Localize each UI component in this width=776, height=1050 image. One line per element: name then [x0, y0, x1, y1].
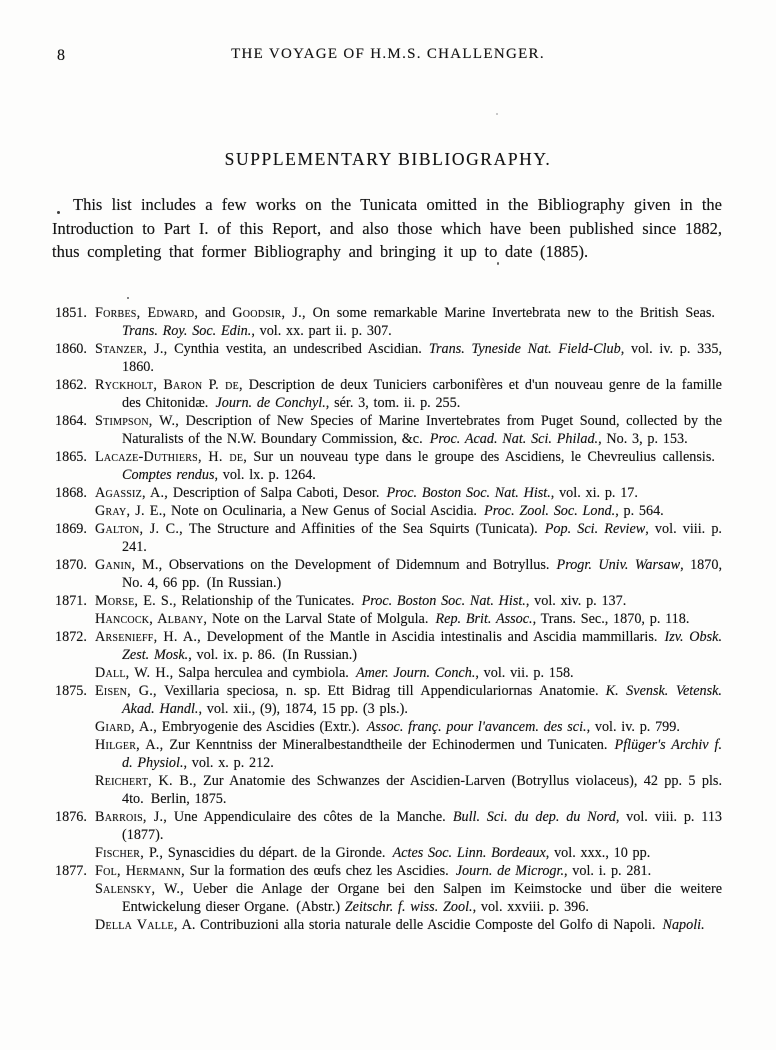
entry-author: Arsenieff, H. A.,: [95, 629, 201, 645]
entry-text: Salpa herculea and cymbiola.: [173, 665, 356, 681]
ink-speck: [497, 262, 499, 265]
entry-text: The Structure and Affinities of the Sea Squirts (Tunicata).: [182, 521, 545, 537]
entry-source: Izv. Obsk. Zest. Mosk.: [122, 629, 722, 663]
bibliography-entry: [55, 862, 722, 880]
page-header: [0, 46, 776, 66]
entry-author: Hilger, A.,: [95, 737, 164, 753]
bibliography-entry: [55, 304, 722, 340]
entry-text: , vol. iv. p. 335, 1860.: [122, 341, 723, 375]
entry-author: Gray, J. E.,: [95, 503, 167, 519]
entry-source: Comptes rendus: [122, 467, 215, 483]
entry-text: , vol. lx. p. 1264.: [214, 467, 316, 483]
entry-text: and: [198, 305, 233, 321]
entry-author: Salensky, W.,: [95, 881, 184, 897]
entry-text: , vol. xi. p. 17.: [550, 485, 638, 501]
entry-text: , vol. xxviii. p. 396.: [472, 899, 589, 915]
entry-source: Journ. de Conchyl.: [215, 395, 326, 411]
entry-author: Lacaze-Duthiers, H. de,: [95, 449, 247, 465]
bibliography-entry: [55, 772, 722, 808]
entry-text: Synascidies du départ. de la Gironde.: [163, 845, 393, 861]
bibliography-entry: [55, 484, 722, 502]
entry-text: A. Contribuzioni alla storia naturale delle Ascidie Composte del Golfo di Napoli.: [177, 917, 663, 933]
bibliography-entry: [55, 520, 722, 556]
entry-text: On some remarkable Marine Invertebrata new to the British Seas.: [305, 305, 722, 321]
entry-text: , vol. viii. p. 241.: [122, 521, 722, 555]
bibliography-entry: [55, 610, 722, 628]
entry-author: Barrois, J.,: [95, 809, 168, 825]
bibliography-entry: [55, 448, 722, 484]
entry-text: Zur Kenntniss der Mineralbestandtheile der Echinodermen und Tunicaten.: [163, 737, 615, 753]
entry-text: Description de deux Tuniciers carbonifères et d'un nouveau genre de la famille des Chitonidæ.: [122, 377, 722, 411]
entry-year: 1868.: [55, 485, 87, 501]
entry-source: Proc. Acad. Nat. Sci. Philad.: [429, 431, 599, 447]
page-number: 8: [57, 47, 65, 64]
entry-text: , sér. 3, tom. ii. p. 255.: [325, 395, 461, 411]
entry-source: Bull. Sci. du dep. du Nord: [452, 809, 616, 825]
ink-speck: [496, 113, 498, 115]
entry-source: Napoli.: [662, 917, 705, 933]
bibliography-entry: [55, 844, 722, 862]
entry-year: 1870.: [55, 557, 87, 573]
intro-paragraph: This list includes a few works on the Tunicata omitted in the Bibliography given in the Introduction to Part I. of this Report, and also those which have been published since 1882, thus completing that former Bibliography and bringing it up to date (1885).: [52, 195, 722, 261]
entry-author: Hancock, Albany,: [95, 611, 208, 627]
entry-text: Description of Salpa Caboti, Desor.: [168, 485, 387, 501]
section-title: SUPPLEMENTARY BIBLIOGRAPHY.: [224, 149, 552, 169]
entry-text: Note on Oculinaria, a New Genus of Social Ascidia.: [166, 503, 485, 519]
entry-author: Fol, Hermann,: [95, 863, 185, 879]
entry-text: , vol. vii. p. 158.: [475, 665, 574, 681]
running-title: THE VOYAGE OF H.M.S. CHALLENGER.: [231, 46, 545, 62]
entry-text: Sur la formation des œufs chez les Ascidies.: [184, 863, 456, 879]
entry-year: 1875.: [55, 683, 87, 699]
entry-author: Galton, J. C.,: [95, 521, 183, 537]
bibliography-list: [55, 304, 722, 934]
bibliography-entry: [55, 628, 722, 664]
entry-author: Reichert, K. B.,: [95, 773, 197, 789]
entry-author: Stanzer, J.,: [95, 341, 168, 357]
bibliography-entry: [55, 340, 722, 376]
entry-text: Embryogenie des Ascidies (Extr.).: [157, 719, 367, 735]
entry-text: Cynthia vestita, an undescribed Ascidian.: [167, 341, 429, 357]
entry-author: Forbes, Edward,: [95, 305, 199, 321]
entry-text: Zur Anatomie des Schwanzes der Ascidien-Larven (Botryllus violaceus), 42 pp. 5 pls. 4to. Berlin, 1875.: [122, 773, 722, 807]
bibliography-entry: [55, 682, 722, 718]
entry-text: Note on the Larval State of Molgula.: [207, 611, 436, 627]
entry-source: Trans. Roy. Soc. Edin.: [122, 323, 252, 339]
entry-year: 1871.: [55, 593, 87, 609]
entry-author: Morse, E. S.,: [95, 593, 177, 609]
ink-speck: [127, 297, 129, 299]
entry-author: Dall, W. H.,: [95, 665, 174, 681]
entry-text: , Trans. Sec., 1870, p. 118.: [532, 611, 690, 627]
entry-source: Journ. de Microgr.: [455, 863, 564, 879]
entry-source: Proc. Zool. Soc. Lond.: [484, 503, 616, 519]
entry-year: 1869.: [55, 521, 87, 537]
entry-text: Une Appendiculaire des côtes de la Manche.: [167, 809, 453, 825]
entry-source: Pflüger's Archiv f. d. Physiol.: [122, 737, 722, 771]
entry-year: 1862.: [55, 377, 87, 393]
entry-year: 1851.: [55, 305, 87, 321]
entry-author: Goodsir, J.,: [232, 305, 306, 321]
entry-text: , vol. i. p. 281.: [564, 863, 652, 879]
entry-year: 1864.: [55, 413, 87, 429]
entry-year: 1877.: [55, 863, 87, 879]
entry-text: Ueber die Anlage der Organe bei den Salpen im Keimstocke und über die weitere Entwickelung dieser Organe. (Abstr.): [122, 881, 722, 915]
bibliography-entry: [55, 808, 722, 844]
entry-source: Proc. Boston Soc. Nat. Hist.: [361, 593, 526, 609]
entry-text: , vol. xx. part ii. p. 307.: [251, 323, 392, 339]
entry-year: 1876.: [55, 809, 87, 825]
entry-source: Assoc. franç. pour l'avancem. des sci.: [366, 719, 587, 735]
entry-text: Relationship of the Tunicates.: [176, 593, 362, 609]
entry-text: Sur un nouveau type dans le groupe des Ascidiens, le Chevreulius callensis.: [247, 449, 722, 465]
entry-source: K. Svensk. Vetensk. Akad. Handl.: [122, 683, 722, 717]
bibliography-entry: [55, 916, 722, 934]
entry-author: Fischer, P.,: [95, 845, 164, 861]
entry-source: Rep. Brit. Assoc.: [435, 611, 533, 627]
entry-text: Description of New Species of Marine Invertebrates from Puget Sound, collected by the Naturalists of the N.W. Boundary Commission, &c.: [122, 413, 722, 447]
entry-author: Ganin, M.,: [95, 557, 163, 573]
bibliography-entry: [55, 736, 722, 772]
entry-source: Zeitschr. f. wiss. Zool.: [344, 899, 473, 915]
entry-text: , vol. x. p. 212.: [183, 755, 274, 771]
entry-text: , vol. ix. p. 86. (In Russian.): [188, 647, 357, 663]
entry-source: Amer. Journ. Conch.: [355, 665, 476, 681]
entry-source: Trans. Tyneside Nat. Field-Club: [428, 341, 621, 357]
entry-text: , vol. xiv. p. 137.: [525, 593, 627, 609]
bibliography-entry: [55, 376, 722, 412]
bibliography-entry: [55, 556, 722, 592]
bibliography-entry: [55, 718, 722, 736]
entry-author: Ryckholt, Baron P. de,: [95, 377, 243, 393]
bibliography-entry: [55, 592, 722, 610]
entry-source: Progr. Univ. Warsaw: [556, 557, 681, 573]
entry-author: Della Valle,: [95, 917, 178, 933]
entry-author: Stimpson, W.,: [95, 413, 180, 429]
entry-text: Vexillaria speciosa, n. sp. Ett Bidrag till Appendiculariornas Anatomie.: [156, 683, 606, 699]
entry-text: , vol. iv. p. 799.: [586, 719, 680, 735]
entry-source: Proc. Boston Soc. Nat. Hist.: [386, 485, 551, 501]
entry-text: , p. 564.: [615, 503, 664, 519]
entry-source: Pop. Sci. Review: [544, 521, 646, 537]
bibliography-entry: [55, 880, 722, 916]
entry-year: 1860.: [55, 341, 87, 357]
entry-text: Development of the Mantle in Ascidia intestinalis and Ascidia mammillaris.: [200, 629, 665, 645]
entry-text: , 1870, No. 4, 66 pp. (In Russian.): [122, 557, 723, 591]
entry-source: Actes Soc. Linn. Bordeaux: [392, 845, 546, 861]
bibliography-entry: [55, 412, 722, 448]
entry-text: , No. 3, p. 153.: [598, 431, 688, 447]
entry-author: Giard, A.,: [95, 719, 158, 735]
ink-speck: [57, 211, 60, 214]
entry-text: Observations on the Development of Didemnum and Botryllus.: [162, 557, 557, 573]
bibliography-entry: [55, 664, 722, 682]
entry-text: , vol. xii., (9), 1874, 15 pp. (3 pls.).: [198, 701, 408, 717]
bibliography-entry: [55, 502, 722, 520]
entry-author: Eisen, G.,: [95, 683, 157, 699]
entry-text: , vol. viii. p. 113 (1877).: [122, 809, 723, 843]
entry-text: , vol. xxx., 10 pp.: [545, 845, 651, 861]
entry-author: Agassiz, A.,: [95, 485, 169, 501]
entry-year: 1872.: [55, 629, 87, 645]
entry-year: 1865.: [55, 449, 87, 465]
